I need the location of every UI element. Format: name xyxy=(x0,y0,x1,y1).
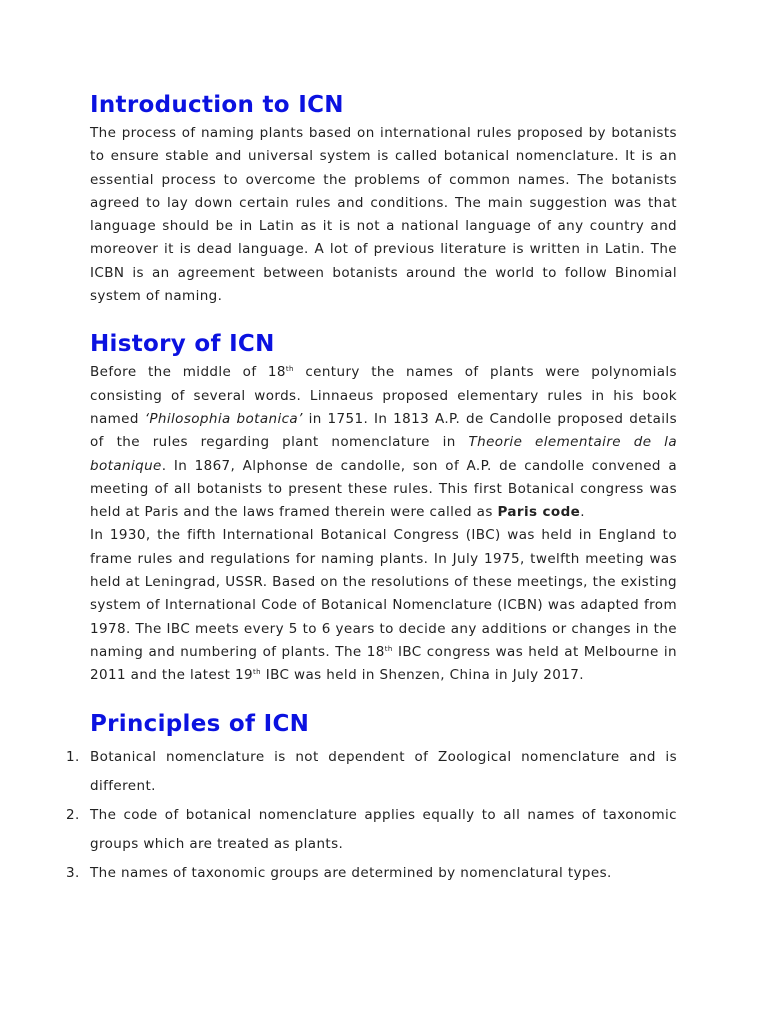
intro-heading: Introduction to ICN xyxy=(90,92,344,118)
history-paragraph-1: Before the middle of 18th century the names of plants were polynomials consisting of several words. Linnaeus proposed elementary rules in his book named ‘Philosophia botanica’ in 1751. In 1813 A.P. de Candolle proposed details of the rules regarding plant nomenclature in Theorie elementaire de la botanique. In 1867, Alphonse de candolle, son of A.P. de candolle convened a meeting of all botanists to present these rules. This first Botanical congress was held at Paris and the laws framed therein were called as Paris code. xyxy=(90,364,678,521)
list-number: 1. xyxy=(66,748,80,765)
italic-title-philosophia: ‘Philosophia botanica’ xyxy=(144,410,303,427)
history-paragraph-2: In 1930, the fifth International Botanical Congress (IBC) was held in England to frame rules and regulations for naming plants. In July 1975, twelfth meeting was held at Leningrad, USSR. Based on the resolutions of these meetings, the existing system of International Code of Botanical Nomenclature (ICBN) was adapted from 1978. The IBC meets every 5 to 6 years to decide any additions or changes in the naming and numbering of plants. The 18th IBC congress was held at Melbourne in 2011 and the latest 19th IBC was held in Shenzen, China in July 2017. xyxy=(90,527,677,684)
superscript-th: th xyxy=(285,365,294,374)
list-item: 1. Botanical nomenclature is not dependent of Zoological nomenclature and is different. xyxy=(90,743,677,801)
list-number: 2. xyxy=(66,806,80,823)
document-content xyxy=(66,88,678,888)
superscript-th: th xyxy=(253,668,261,677)
bold-paris-code: Paris code xyxy=(497,504,581,521)
list-item: 3. The names of taxonomic groups are determined by nomenclatural types. xyxy=(90,859,677,888)
principles-heading: Principles of ICN xyxy=(90,710,310,737)
list-item: 2. The code of botanical nomenclature applies equally to all names of taxonomic groups which are treated as plants. xyxy=(90,801,677,859)
italic-title-theorie: Theorie elementaire de la botanique xyxy=(90,434,678,474)
superscript-th: th xyxy=(384,644,393,653)
intro-paragraph: The process of naming plants based on international rules proposed by botanists to ensure stable and universal system is called botanical nomenclature. It is an essential process to overcome the problems of common names. The botanists agreed to lay down certain rules and conditions. The main suggestion was that language should be in Latin as it is not a national language of any country and moreover it is dead language. A lot of previous literature is written in Latin. The ICBN is an agreement between botanists around the world to follow Binomial system of naming. xyxy=(90,125,677,305)
history-heading: History of ICN xyxy=(90,331,275,358)
principles-list xyxy=(66,743,677,888)
list-number: 3. xyxy=(66,864,80,881)
